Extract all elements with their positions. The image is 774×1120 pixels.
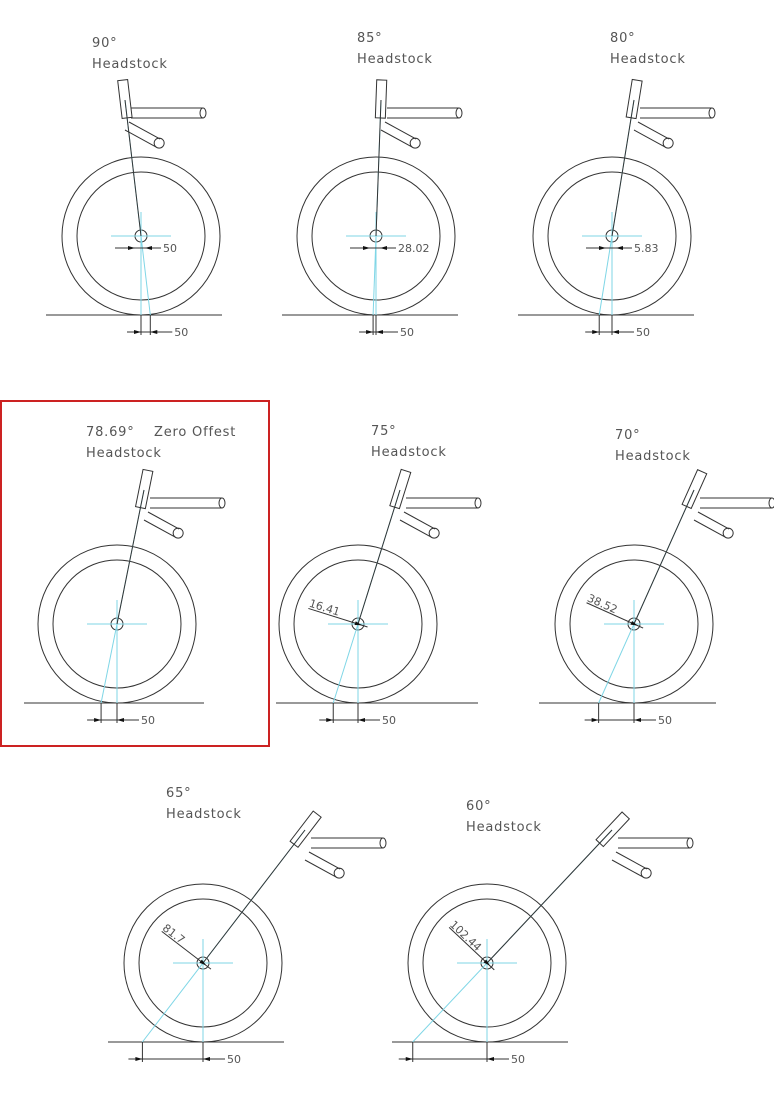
fork-leg-line [203, 830, 305, 963]
down-tube-end [429, 528, 439, 538]
angle-label: 70° [615, 428, 641, 443]
trail-arrow-left [326, 718, 333, 722]
offset-value: 5.83 [634, 242, 659, 255]
trail-arrow-right [203, 1057, 210, 1061]
down-tube-upper [638, 122, 669, 139]
down-tube-end [641, 868, 651, 878]
headstock-tube [626, 79, 642, 118]
offset-value: 81.7 [159, 921, 188, 947]
down-tube-upper [309, 852, 340, 869]
headstock-tube [682, 470, 707, 509]
zero-offset-label: Zero Offest [154, 425, 237, 440]
trail-arrow-left [134, 330, 141, 334]
top-tube-end [475, 498, 481, 508]
headstock-tube [390, 469, 411, 508]
angle-label: 65° [166, 786, 192, 801]
trail-arrow-left [135, 1057, 142, 1061]
trail-arrow-right [376, 330, 383, 334]
top-tube-end [456, 108, 462, 118]
down-tube-upper [129, 122, 160, 139]
angle-label: 90° [92, 36, 118, 51]
down-tube-lower [634, 130, 665, 147]
top-tube-end [219, 498, 225, 508]
headstock-label: Headstock [92, 57, 168, 72]
down-tube-end [410, 138, 420, 148]
trail-value: 50 [227, 1053, 241, 1066]
headstock-tube [136, 469, 153, 508]
diagram-panel-3 [518, 31, 715, 339]
headstock-label: Headstock [466, 820, 542, 835]
angle-label: 60° [466, 799, 492, 814]
headstock-label: Headstock [166, 807, 242, 822]
trail-value: 50 [382, 714, 396, 727]
trail-arrow-left [366, 330, 373, 334]
top-tube-end [769, 498, 774, 508]
trail-value: 50 [636, 326, 650, 339]
headstock-label: Headstock [371, 445, 447, 460]
trail-arrow-right [487, 1057, 494, 1061]
diagram-panel-2 [282, 31, 462, 339]
angle-label: 80° [610, 31, 636, 46]
top-tube-end [200, 108, 206, 118]
down-tube-lower [612, 860, 643, 877]
down-tube-end [723, 528, 733, 538]
fork-leg-line [125, 100, 141, 236]
trail-value: 50 [511, 1053, 525, 1066]
angle-label: 85° [357, 31, 383, 46]
headstock-tube [290, 811, 321, 847]
headstock-label: Headstock [610, 52, 686, 67]
down-tube-lower [144, 520, 175, 537]
offset-arrow-left [363, 246, 370, 250]
offset-value: 16.41 [307, 596, 342, 619]
down-tube-lower [305, 860, 336, 877]
trail-arrow-right [612, 330, 619, 334]
down-tube-end [173, 528, 183, 538]
trail-value: 50 [141, 714, 155, 727]
down-tube-lower [381, 130, 412, 147]
offset-arrow-left [128, 246, 135, 250]
trail-arrow-left [592, 718, 599, 722]
offset-value: 50 [163, 242, 177, 255]
offset-arrow-right [145, 246, 152, 250]
trail-arrow-right [117, 718, 124, 722]
trail-value: 50 [400, 326, 414, 339]
trail-arrow-right [150, 330, 157, 334]
trail-value: 50 [174, 326, 189, 339]
down-tube-upper [385, 122, 416, 139]
diagram-panel-7 [108, 786, 386, 1066]
fork-leg-line [612, 100, 634, 236]
headstock-label: Headstock [86, 446, 162, 461]
fork-leg-line [487, 830, 612, 963]
down-tube-end [154, 138, 164, 148]
trail-arrow-left [406, 1057, 413, 1061]
angle-label: 75° [371, 424, 397, 439]
trail-arrow-left [94, 718, 101, 722]
offset-value: 102.44 [447, 918, 485, 954]
trail-arrow-right [358, 718, 365, 722]
offset-arrow-right [616, 246, 623, 250]
down-tube-upper [148, 512, 179, 529]
headstock-label: Headstock [357, 52, 433, 67]
offset-value: 28.02 [398, 242, 430, 255]
offset-value: 38.52 [585, 591, 620, 617]
diagram-panel-1 [46, 36, 222, 339]
diagram-panel-4 [1, 401, 269, 746]
headstock-label: Headstock [615, 449, 691, 464]
trail-arrow-right [634, 718, 641, 722]
fork-leg-line [358, 490, 400, 624]
fork-leg-line [117, 490, 144, 624]
fork-leg-line [634, 490, 694, 624]
down-tube-upper [698, 512, 729, 529]
top-tube-end [687, 838, 693, 848]
down-tube-end [334, 868, 344, 878]
trail-value: 50 [658, 714, 672, 727]
diagram-panel-6 [539, 428, 774, 727]
top-tube-end [380, 838, 386, 848]
top-tube-end [709, 108, 715, 118]
headstock-tube [118, 80, 132, 119]
down-tube-upper [616, 852, 647, 869]
down-tube-end [663, 138, 673, 148]
offset-arrow-left [599, 246, 606, 250]
fork-leg-line [376, 100, 381, 236]
diagram-panel-5 [276, 424, 481, 727]
down-tube-lower [694, 520, 725, 537]
offset-arrow-right [380, 246, 387, 250]
angle-label: 78.69° [86, 425, 135, 440]
down-tube-upper [404, 512, 435, 529]
down-tube-lower [400, 520, 431, 537]
trail-arrow-left [592, 330, 599, 334]
diagram-panel-8 [392, 799, 693, 1066]
